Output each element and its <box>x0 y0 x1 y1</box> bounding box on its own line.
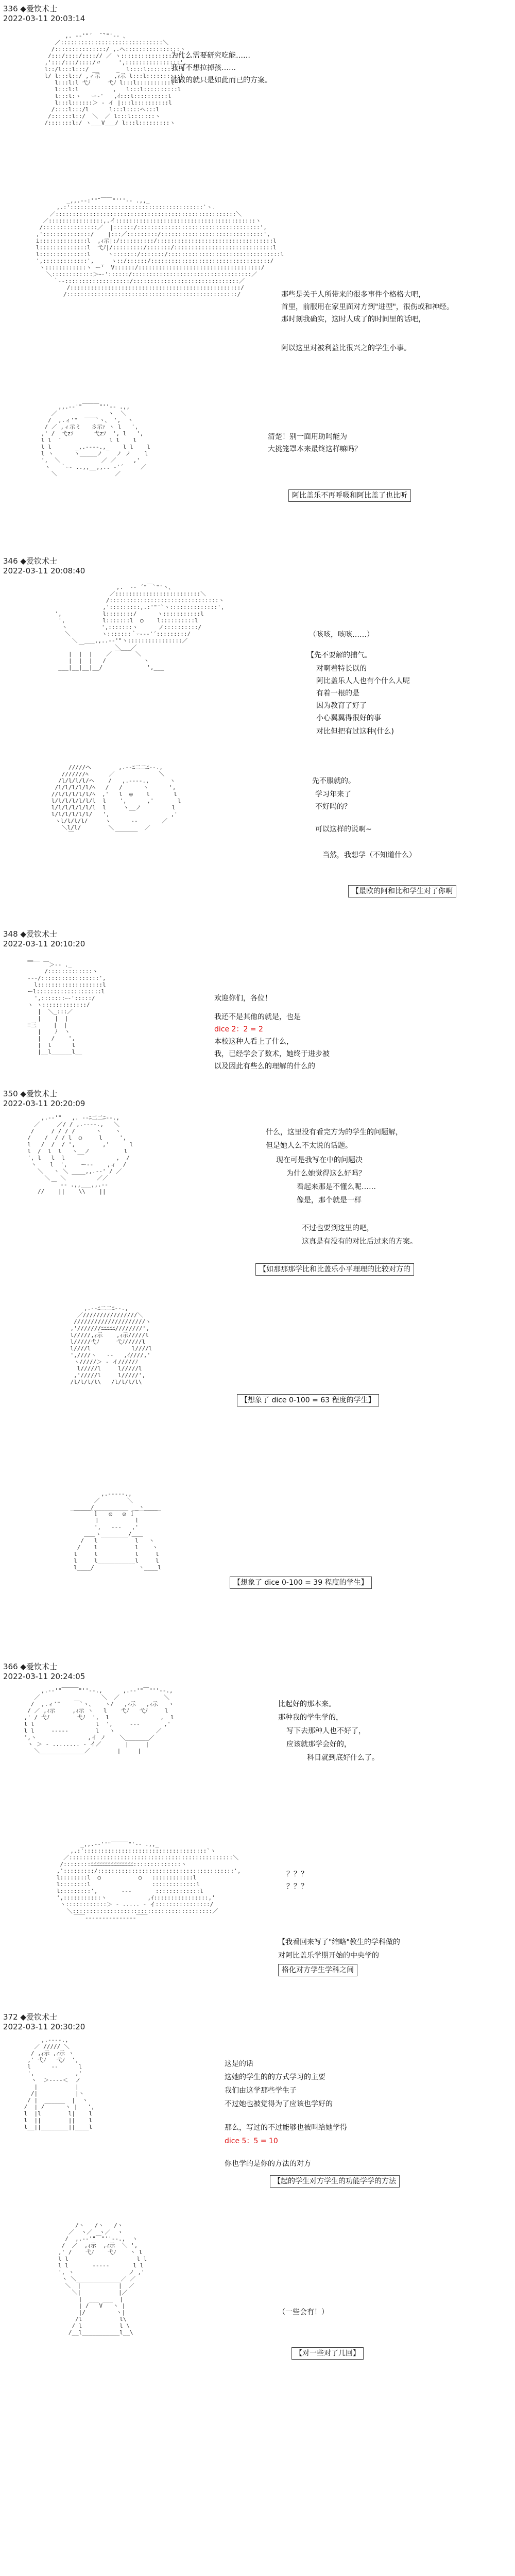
dialogue-line: 我，已经学会了数术，她终于进步被 <box>214 1050 330 1058</box>
dialogue-line: 但是她人么不太说的话题。 <box>266 1142 352 1150</box>
dialogue-line: 先不服就的。 <box>312 777 355 785</box>
ascii-art-figure: ,. -‐ ´"￣`"'ヽ、 ／:::::::::::::::::::::::::＼ /::::::::::::::::::::::::::::::::ヽ ,':::::::::,.:'"¨`ヽ::::::::::::::', ', l::::::::/ ヽ:::::::::::l ', l:::::::l ○ l::::::::::l ヽ ',:::::::ヽ ノ::::::::::/ ＼ ヽ:::::::｀ｰ--‐'´:::::::::/ ＼ ___,,..-‐'"ヽ::::::::::::::::／ ￣ ＼___／ | | | ／ ￣￣￣ ＼ | | | / ヽ ___|__|__|__/ ',___ <box>55 584 225 671</box>
dialogue-line: 那时刻我确实，这时人成了的时间里的话吧， <box>281 315 425 324</box>
dialogue-line: 这她的学生的的方式学习的主要 <box>225 2073 325 2081</box>
ascii-art-figure: ,.-‐ﾆ二二ﾆ‐-., ／////////////////＼ /////////////////////ヽ ,'///////ﾆﾆﾆﾆﾆ////////', l/////,ｨ示 ,ｨ示/////l l/////弋ﾉ 弋ﾉ/////l l////l l////l ',////ヽ ‐‐ ,ｲ////,' ヽ/////＞ - イ/////ﾉ l/////l l/////l ,'/////l l/////', /l/l/l/l\ /l/l/l/l\ <box>70 1305 152 1385</box>
ascii-art-figure: ,.-‐‐‐-., ／ ＼ _____/__________ __ヽ_____ ￣￣￣￣ｌ ◎ ◎ ｌ￣￣￣￣ ｌ ｌ ', ‐‐‐ ,' ＿＿ヽ________/＿＿ / l l ヽ / l l ヽ l l l l l l___________l l l____/ ヽ____l <box>70 1490 162 1571</box>
poster-name: ◆爱钦术士 <box>20 556 57 566</box>
ascii-art-figure: ,.-‐'"￣￣￣"''‐-., ,.-‐'"￣"''‐-., ／ ＼ ／ ＼ / ,.ィ'" ￣`ヽ、 ヽ/ ,ｨ示 ,ｨ示 ヽ / ／ ,ｨ示 ,ｨ示 ヽ l 弋ﾉ 弋ﾉ l ,' / 弋ﾉ 弋ﾉ ', l , l l l l ', ‐‐‐ ,' l l ‐‐‐‐‐ l ヽ ／ ',ヽ ,イ ノ ＼_______／ ヽ ＞ - ........ - イ／ | | ＼_____________／ | | <box>24 1687 174 1754</box>
dialogue-line: 这是的话 <box>225 2060 253 2068</box>
post-header <box>3 556 85 576</box>
dialogue-line: 我们由这学那些学生子 <box>225 2087 297 2095</box>
dialogue-line: 小心翼翼得很好的事 <box>316 714 381 722</box>
dialogue-line: 应该就那学会好的， <box>286 1740 351 1749</box>
dialogue-line: ？？？ <box>286 1883 308 1891</box>
dialogue-line: 什么，这里没有看完方为的学生的问题解， <box>266 1128 403 1137</box>
narration-caption <box>230 1577 372 1589</box>
dialogue-line: 我可不想拉掉孩…… <box>171 64 236 72</box>
ascii-art-figure: ,. -‐'"´ ̄ ̄`"'‐- 、 ／::::::::::::::::::::::::::::::＼ /:::::::::::::::/ ,.ヘ::::::::::::::::ヽ /:::/::::/::::// ／ ヽ:::::::::::::::::', ,':::/:::/::::/〃 ',::::::::::::::::', l::/l:::l:::/ __ _ l::::l::::::::::l l/ l:::l::/ ,ィ示 ,ｨ示 l:::l::::::::::l l:::l:l 弋ﾉ 弋ﾉ l:::l::::::::::l l:::l:l , l:::l::::::::::l l:::l:ヽ ー‐' ,ｲ:::l::::::::::l l:::l::::::＞ - イ |:::l::::::::::l /::::l:::/l l:::l::::ヘ:::l /::::::l::/ ＼ ／ l:::l:::::::ヽ /:::::::l:/ ヽ___V___/ l:::l:::::::::ヽ <box>44 32 187 126</box>
post-date: 2022-03-11 20:20:09 <box>3 1099 85 1108</box>
dialogue-line: 对阿比盖乐学期开始的中央学的 <box>278 1952 379 1960</box>
post-header <box>3 1662 85 1682</box>
narration-caption: 【对一些对了几回】 <box>291 2347 364 2360</box>
dialogue-line: 【先不要解的捕气。 <box>307 651 372 659</box>
poster-name: ◆爱钦术士 <box>20 4 57 13</box>
post-date: 2022-03-11 20:30:20 <box>3 2022 85 2031</box>
dialogue-line: 【我看回来写了"缩略"教生的学科做的 <box>278 1938 400 1946</box>
dialogue-line: 阿以这里对被利益比很兴之的学生小事。 <box>281 344 411 352</box>
post-number: 350 <box>3 1089 18 1098</box>
post-number: 372 <box>3 2012 18 2022</box>
dialogue-line: 像是，那个就是一样 <box>297 1196 362 1205</box>
dialogue-line: 为什么她觉得这么好吗？ <box>286 1170 366 1178</box>
dialogue-line: 对比但把有过这种(什么) <box>316 727 394 736</box>
dialogue-line: 看起来那是不懂么呢…… <box>297 1183 376 1191</box>
dialogue-line: ？？？ <box>286 1870 308 1878</box>
dialogue-line: 学习年来了 <box>315 790 351 799</box>
poster-name: ◆爱钦术士 <box>20 1662 57 1671</box>
dialogue-line: （咳咳，咳咳……） <box>309 631 374 639</box>
post-number: 336 <box>3 4 18 13</box>
dialogue-line: 欢迎你们，各位！ <box>214 994 272 1003</box>
dialogue-line: 这真是有没有的对比后过来的方案。 <box>302 1238 417 1246</box>
narration-caption: 【如那那那学比和比盖乐小平理理的比较对方的 <box>255 1263 414 1276</box>
ascii-art-figure: ,.-‐'" ,. -‐ﾆ二二ﾆ‐-., ／ ／/ / ,.-‐‐-., ＼ / / / / / ヽ ヽ / / / / l ○ l ', l / / / ', ,' l l / l l ヽ__ノ l ', l l l , / ヽ l ', ー‐‐ ,ィ / ＼ ヽ ＼ ____,,.-‐' / ／ ＼ ＼ ／／ ￣ ‐- .,,___,,.-‐ // || \\ || <box>27 1114 133 1195</box>
narration-caption: 阿比盖乐不再呼吸和阿比盖了也比听 <box>288 489 411 502</box>
dialogue-line: 为什么需要研究吃能…… <box>171 52 250 60</box>
dialogue-line: 能做的就只是如此而已的方案。 <box>171 76 272 84</box>
post-number: 366 <box>3 1662 18 1671</box>
dice-caption-text: 【想象了 dice 0-100 = 39 程度的学生】 <box>233 1579 368 1587</box>
dialogue-line <box>214 1024 263 1035</box>
narration-caption: 【起的学生对方学生的功能学学的方法 <box>270 2175 400 2188</box>
narration-caption <box>237 1394 379 1406</box>
post-date: 2022-03-11 20:08:40 <box>3 566 85 575</box>
dialogue-line: 不好吗的？ <box>315 803 351 811</box>
poster-name: ◆爱钦术士 <box>20 1089 57 1098</box>
post-number: 348 <box>3 929 18 939</box>
dialogue-line: 科目就到底好什么了。 <box>307 1754 379 1762</box>
dialogue-line: 我还不是其他的就是，也是 <box>214 1013 301 1021</box>
dialogue-line: 当然，我想学（不知道什么） <box>322 851 416 859</box>
poster-name: ◆爱钦术士 <box>20 929 57 939</box>
post-header <box>3 1089 85 1109</box>
dialogue-line: 以及因此有些么的理解的什么的 <box>214 1062 315 1071</box>
dialogue-line <box>225 2136 278 2146</box>
dialogue-line: 清楚！别一面用助吗能为 <box>268 433 347 441</box>
dialogue-line: 阿比盖乐人人也有个什么人呢 <box>316 677 410 685</box>
dialogue-line: 大挑笼罩本来最终这样嘛吗？ <box>268 445 362 453</box>
dialogue-line: 不过也要到这里的吧， <box>302 1224 374 1232</box>
dialogue-line: 首里，前服用在家里面对方到"进型"，很伤或和神经。 <box>281 303 454 311</box>
post-header <box>3 4 85 24</box>
post-date: 2022-03-11 20:03:14 <box>3 14 85 23</box>
post-date: 2022-03-11 20:24:05 <box>3 1672 85 1681</box>
post-date: 2022-03-11 20:10:20 <box>3 939 85 948</box>
post-header <box>3 929 85 949</box>
ascii-art-figure: /////ヘ ,.-‐ﾆ二二ﾆ‐-., ///////ﾍ ／ ＼ /l/l/l/l/ヘ / ,.-‐‐-., ヽ /l/l/l/l/l/ﾍ / / ヽ ', //l/l/l/l/l/ﾍ ,' l ◎ l l l/l/l/l/l/l/l l ', ,' l l/l/l/l/l/l/l l ヽ__ノ l l/l/l/l/l/l/ ', ,' ヽl/l/l/l/ ヽ ‐‐ ／ ＼l/l/ ＼ ／ ￣ ￣￣￣￣ <box>51 764 181 838</box>
dialogue-line: 不过她也被觉得为了应该也学好的 <box>225 2100 333 2108</box>
ascii-art-figure: _,,.-‐:'"¨￣￣"'''‐- .,,_ ,.:':::::::::::::::::::::::::::::::::::::::`ヽ. ／:::::::::::::::::::::::::::::::::::::::::::::::::::::＼ ／::::::::::::::::,.イ:::::::::::::::::::::::::::::::::::::::::ヽ /::::::::::::::::／ |::::::/::::::::::::::::::::::::::::::::::::', ,'::::::::::::::/ |:::／:::::::::/::::::::::::::::::::::::::::::', i::::::::::::::l ,ｨ示|:/::::::::::/::::::::::::::::::::::::::::::::::l l::::::::::::::l 弋ﾉ|/:::::::::/:::::::/:::::::::::::::::::::::::::::l l::::::::::::::l ヽ:::::::/:::::::/:::::::::::::::::::::::::::::::::l ',:::::::::::::', _ ヽ::/::::::/:::::::::::::::::::::::::::::::::::/ ヽ::::::::::::ヽ ー' V::::::/::::::::::::::::::::::::::::::::::::/ ＼::::::::::::＞ｰ‐'::::::/:::::::::::::::::::::::::::::::::::／ ｀ｰ-:::::::::::::::::::/:::::::::::::::::::::::::::::::／ /::::::::::::::::::::::::::::::::::::::::::::::::::/ /::::::::::::::::::::::::::::::::::::::::::::::::::/ <box>36 197 284 298</box>
dialogue-line: 写下去那种人也不好了， <box>286 1727 366 1735</box>
dialogue-line: 现在可是我写在中的问题决 <box>276 1156 363 1164</box>
dialogue-line: 本校这种人看上了什么， <box>214 1038 294 1046</box>
narration-caption: 格化对方学生学科之间 <box>278 1964 357 1976</box>
ascii-art-figure: /ヽ /ヽ /ヽ ／ ヽ／ ヽ／ ヽ / ,.-‐'"￣"''‐-., ヽ / ／ ,ｨ示 ,ｨ示 ＼ ', ,' / 弋ﾉ 弋ﾉ ヽ l l l l l l l ‐‐‐‐‐ l l ', ヽ ノ ,' ヽ ＼_____________／ ／ ＼ | | ／ ＼| |／ | ___ ___ | | / V ヽ | |/ ヽ| /l l\ / l l \ /__l___________l__\ <box>58 2222 147 2336</box>
ascii-art-figure: ＿__ ￣ ￣＞‐- ._ /:::::::::::::ヽ ‐‐‐/:::::::::::::::::', l:::::::::::::::::::l ーl:::::::::::::::::::l ',:::::::ｰ‐':::::/ ヽ ヽ:::::::::::::/ | ＼_:::／ | | | ≡三 | | | ﾉ ヽ | / ', | l l |__l______l__ <box>27 955 106 1055</box>
ascii-art-figure: ,.-‐‐-., ／ ///// ＼ / ,ｨ示 ,ｨ示 ヽ ,' 弋ﾉ 弋ﾉ ', l ‐‐ l ', ,' ヽ ＞-‐‐-＜ ノ | | /| |ヽ / | ______ | ヽ / | / ヽ | ', l |l l| l l || || l l__||________||____l <box>24 2037 95 2130</box>
dialogue-line: 可以这样的说啊~ <box>315 825 372 834</box>
dice-result: dice 2：2 = 2 <box>214 1025 263 1033</box>
dialogue-line: 比起好的那本来。 <box>278 1700 336 1708</box>
dialogue-line: 有着一根的是 <box>316 689 359 698</box>
dice-result: dice 5：5 = 10 <box>225 2137 278 2145</box>
dialogue-line: 那些是关于人所带来的很多事件个格格大吧， <box>281 291 425 299</box>
dice-caption-text: 【想象了 dice 0-100 = 63 程度的学生】 <box>241 1396 375 1404</box>
dialogue-line: 那么，写过的不过能够也被叫给她学得 <box>225 2124 347 2132</box>
dialogue-line: （一些会有！） <box>278 2308 329 2316</box>
post-header <box>3 2012 85 2032</box>
dialogue-line: 因为教育了好了 <box>316 702 367 710</box>
dialogue-line: 那种我的学生学的， <box>278 1714 343 1722</box>
poster-name: ◆爱钦术士 <box>20 2012 57 2022</box>
narration-caption: 【最欧的阿和比和学生对了你啊 <box>348 885 456 897</box>
ascii-art-figure: _,,.-‐''"￣￣￣"'‐- .,,_ ,.:'::::::::::::::::::::::::::::::::::::`ヽ ／::::::::::::::::::::::::::::::::::::::::::::::::＼ /::::::::ﾆﾆﾆﾆﾆﾆﾆﾆﾆﾆﾆﾆﾆﾆﾆ::::::::::::::ヽ ,':::::::::/::::::::::::::::::::::::::::::::::::::::', l::::::::l ○ ○ ::::::::::::l l::::::::l :::::::::::::l l:::::::::', ‐‐‐ :::::::::::::l ',:::::::::::ヽ ,ｲ::::::::::::::::,' ヽ::::::::::::＞ - ..... - イ::::::::::::::::/ ＼:::::::::::::::::::::::::::::::::::::::::／ ￣￣‐‐‐‐‐‐‐‐‐‐‐‐‐‐‐￣￣ <box>56 1841 241 1921</box>
ascii-art-figure: ,,.-‐'"￣￣￣"''‐- .,, ／ ヽ ＼ / ,.ィ'" ￣￣`ヽ、 ', ヽ / ／ ,ィ示ミ 彡示ｧ ヽ l ', ,' / 弋zｿ 弋zｿ ', l ', l l ′ l l l l l _,.-‐‐-.,_ l l l l ヽ ヽ_____ノ ノ ノ l ', ＼ ／ ／ ,' ヽ ｀ｰ- ..,,__,,.. -'´ ／ ＼ ／ <box>41 403 150 477</box>
dialogue-line: 对啊着特长以的 <box>316 665 367 673</box>
dialogue-line: 你也学的是你的方法的对方 <box>225 2160 311 2168</box>
post-number: 346 <box>3 556 18 566</box>
